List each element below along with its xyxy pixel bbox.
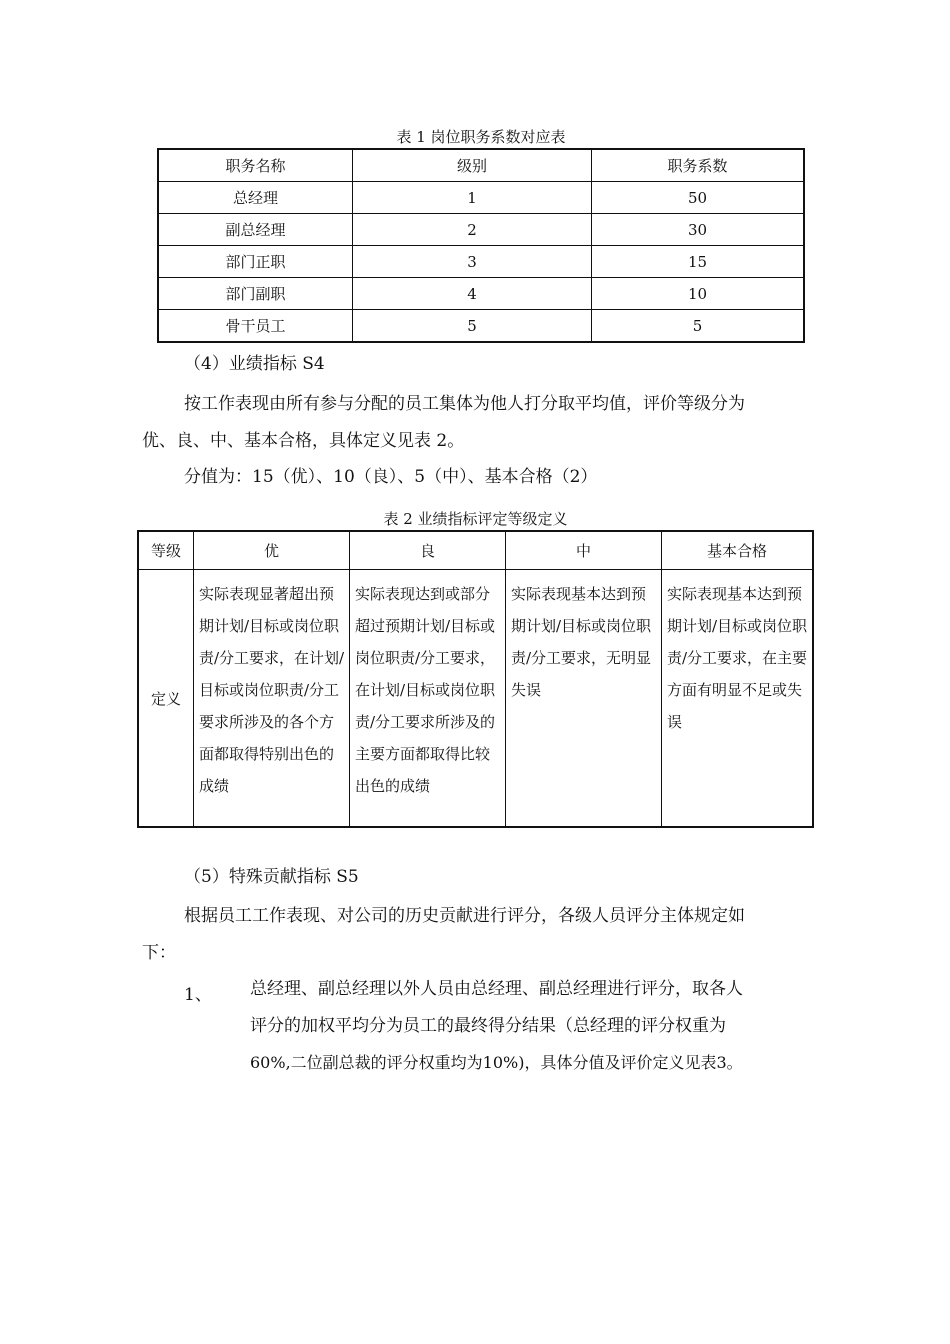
- table-cell: 50: [592, 182, 805, 214]
- table-header-cell: 职务系数: [592, 149, 805, 182]
- table-cell: 5: [353, 310, 592, 343]
- table-header-cell: 职务名称: [158, 149, 353, 182]
- table-cell: 2: [353, 214, 592, 246]
- table-row: [138, 570, 813, 828]
- table-cell: 15: [592, 246, 805, 278]
- definition-text: 实际表现显著超出预期计划/目标或岗位职责/分工要求，在计划/目标或岗位职责/分工要求所涉及的各个方面都取得特别出色的成绩: [199, 585, 345, 795]
- table-row: [158, 214, 804, 246]
- table-row: [158, 278, 804, 310]
- definition-cell: [194, 570, 350, 828]
- section4-scores: 分值为：15（优）、10（良）、5（中）、基本合格（2）: [184, 467, 598, 487]
- table1-caption: 表 1 岗位职务系数对应表: [396, 128, 566, 146]
- section5-paragraph-line2: 下：: [142, 943, 176, 963]
- definition-text: 实际表现基本达到预期计划/目标或岗位职责/分工要求，在主要方面有明显不足或失误: [667, 585, 808, 731]
- definition-cell: [662, 570, 814, 828]
- definition-text: 实际表现基本达到预期计划/目标或岗位职责/分工要求，无明显失误: [511, 585, 652, 699]
- section5-paragraph-line1: 根据员工工作表现、对公司的历史贡献进行评分，各级人员评分主体规定如: [184, 906, 745, 926]
- definition-cell: [350, 570, 506, 828]
- definition-cell: [506, 570, 662, 828]
- table-cell: 30: [592, 214, 805, 246]
- definition-text: 实际表现达到或部分超过预期计划/目标或岗位职责/分工要求，在计划/目标或岗位职责/分工要求所涉及的主要方面都取得比较出色的成绩: [355, 585, 496, 795]
- table-row: [158, 182, 804, 214]
- table-cell: 3: [353, 246, 592, 278]
- table-cell: 部门正职: [158, 246, 353, 278]
- table-header-row: [158, 149, 804, 182]
- list-item-number: 1、: [184, 985, 212, 1005]
- table-header-row: [138, 531, 813, 570]
- table2-grade-definitions: [137, 530, 814, 828]
- table-cell: 5: [592, 310, 805, 343]
- list-item-line2: 评分的加权平均分为员工的最终得分结果（总经理的评分权重为: [250, 1016, 726, 1036]
- row-label-cell: 定义: [138, 570, 194, 828]
- table-cell: 部门副职: [158, 278, 353, 310]
- table-header-cell: 中: [506, 531, 662, 570]
- table2-caption: 表 2 业绩指标评定等级定义: [383, 510, 568, 528]
- section4-paragraph-line2: 优、良、中、基本合格，具体定义见表 2。: [142, 431, 465, 451]
- table-row: [158, 310, 804, 343]
- section5-title: （5）特殊贡献指标 S5: [184, 867, 359, 887]
- table-header-cell: 等级: [138, 531, 194, 570]
- table-header-cell: 基本合格: [662, 531, 814, 570]
- list-item-line1: 总经理、副总经理以外人员由总经理、副总经理进行评分，取各人: [250, 979, 743, 999]
- table-cell: 10: [592, 278, 805, 310]
- table-header-cell: 优: [194, 531, 350, 570]
- table-header-cell: 级别: [353, 149, 592, 182]
- table-cell: 副总经理: [158, 214, 353, 246]
- table-cell: 1: [353, 182, 592, 214]
- table-header-cell: 良: [350, 531, 506, 570]
- section4-title: （4）业绩指标 S4: [184, 354, 325, 374]
- table1-position-coefficients: [157, 148, 805, 343]
- table-row: [158, 246, 804, 278]
- section4-paragraph-line1: 按工作表现由所有参与分配的员工集体为他人打分取平均值，评价等级分为: [184, 394, 745, 414]
- table-cell: 4: [353, 278, 592, 310]
- table-cell: 骨干员工: [158, 310, 353, 343]
- table-cell: 总经理: [158, 182, 353, 214]
- list-item-line3: 60%,二位副总裁的评分权重均为10%)，具体分值及评价定义见表3。: [250, 1053, 743, 1072]
